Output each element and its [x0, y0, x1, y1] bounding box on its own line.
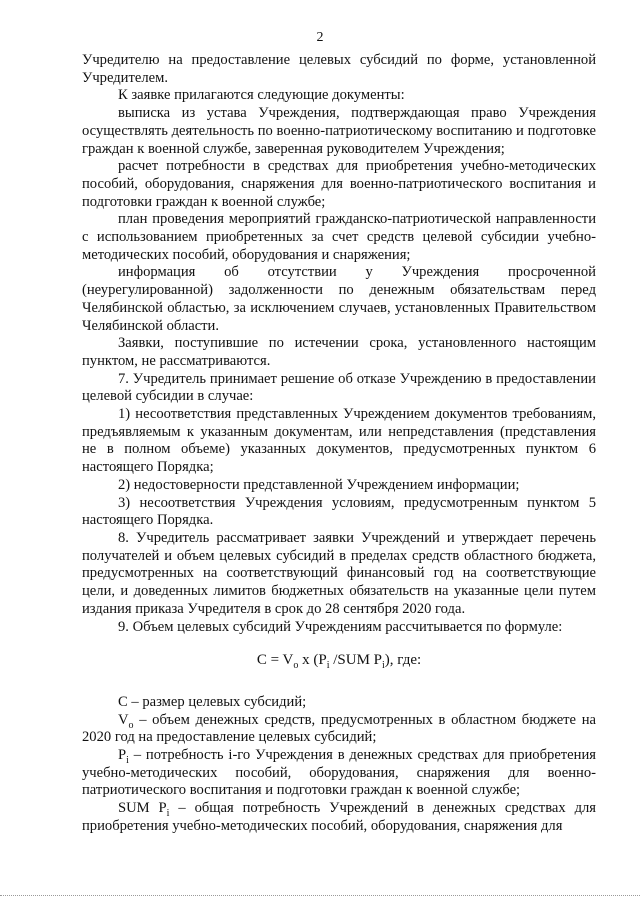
paragraph-4: расчет потребности в средствах для приобретения учебно-методических пособий, оборудования, снаряжения для военно-патриотического воспитания и подготовки граждан к военной службе; — [82, 158, 596, 210]
paragraph-1: Учредителю на предоставление целевых субсидий по форме, установленной Учредителем. — [82, 52, 596, 86]
paragraph-7: Заявки, поступившие по истечении срока, установленного настоящим пунктом, не рассматриваются. — [82, 335, 596, 369]
definition-p-text: – потребность i-го Учреждения в денежных средствах для приобретения учебно-методических пособий, оборудования, снаряжения для военно-патриотического воспитания и подготовки граждан к военной службе; — [82, 747, 596, 799]
definition-p-symbol: P — [118, 747, 127, 764]
definition-v-text: – объем денежных средств, предусмотренных в областном бюджете на 2020 год на предоставление целевых субсидий; — [82, 711, 596, 746]
paragraph-10: 2) недостоверности представленной Учреждением информации; — [118, 476, 520, 493]
definition-v — [82, 712, 596, 747]
paragraph-11: 3) несоответствия Учреждения условиям, предусмотренным пунктом 5 настоящего Порядка. — [82, 494, 596, 529]
paragraph-12: 8. Учредитель рассматривает заявки Учреждений и утверждает перечень получателей и объем целевых субсидий в пределах средств областного бюджета, предусмотренных на соответствующий финансовый год на соответствующие цели, и доведенных лимитов бюджетных обязательств на указанные цели путем издания приказа Учредителя в срок до 28 сентября 2020 года. — [82, 529, 596, 617]
formula-sub-i1: i — [326, 660, 330, 672]
paragraph-3: выписка из устава Учреждения, подтверждающая право Учреждения осуществлять деятельность по военно-патриотическому воспитанию и подготовке граждан к военной службе, заверенная руководителем Учреждения; — [82, 105, 596, 157]
definition-c: C – размер целевых субсидий; — [118, 693, 307, 710]
formula-sub-o: o — [293, 660, 299, 672]
definition-sum — [82, 800, 596, 835]
formula-c: C = V — [256, 652, 294, 669]
footer-divider — [0, 895, 640, 897]
definition-p-sub: i — [126, 754, 129, 766]
document-body — [82, 52, 596, 836]
definition-sum-sub: i — [166, 808, 170, 820]
formula-x: x (P — [298, 652, 327, 669]
definition-v-sub: o — [128, 719, 134, 731]
paragraph-8: 7. Учредитель принимает решение об отказе Учреждению в предоставлении целевой субсидии в случае: — [82, 370, 596, 405]
definition-sum-text: – общая потребность Учреждений в денежных средствах для приобретения учебно-методических пособий, оборудования, снаряжения для — [82, 800, 596, 834]
definition-v-symbol: V — [118, 711, 129, 728]
definition-p — [82, 747, 596, 800]
formula-sum: /SUM P — [329, 652, 383, 669]
paragraph-9: 1) несоответствия представленных Учреждением документов требованиям, предъявляемым к указанным документам, или непредставления (представления не в полном объеме) указанных документов, предусмотренных пунктом 6 настоящего Порядка; — [82, 406, 596, 476]
formula-tail: ), где: — [384, 652, 422, 669]
formula-sub-i2: i — [382, 660, 385, 672]
paragraph-13: 9. Объем целевых субсидий Учреждениям рассчитывается по формуле: — [118, 618, 563, 635]
paragraph-6: информация об отсутствии у Учреждения просроченной (неурегулированной) задолженности по денежным обязательствам перед Челябинской областью, за исключением случаев, установленных Правительством Челябинской области. — [82, 264, 596, 334]
paragraph-5: план проведения мероприятий гражданско-патриотической направленности с использованием приобретенных за счет средств целевой субсидии учебно-методических пособий, оборудования и снаряжения; — [82, 211, 596, 263]
paragraph-2: К заявке прилагаются следующие документы: — [118, 87, 405, 104]
formula — [82, 652, 596, 670]
page-number: 2 — [316, 30, 324, 45]
definition-sum-symbol: SUM P — [118, 800, 167, 817]
